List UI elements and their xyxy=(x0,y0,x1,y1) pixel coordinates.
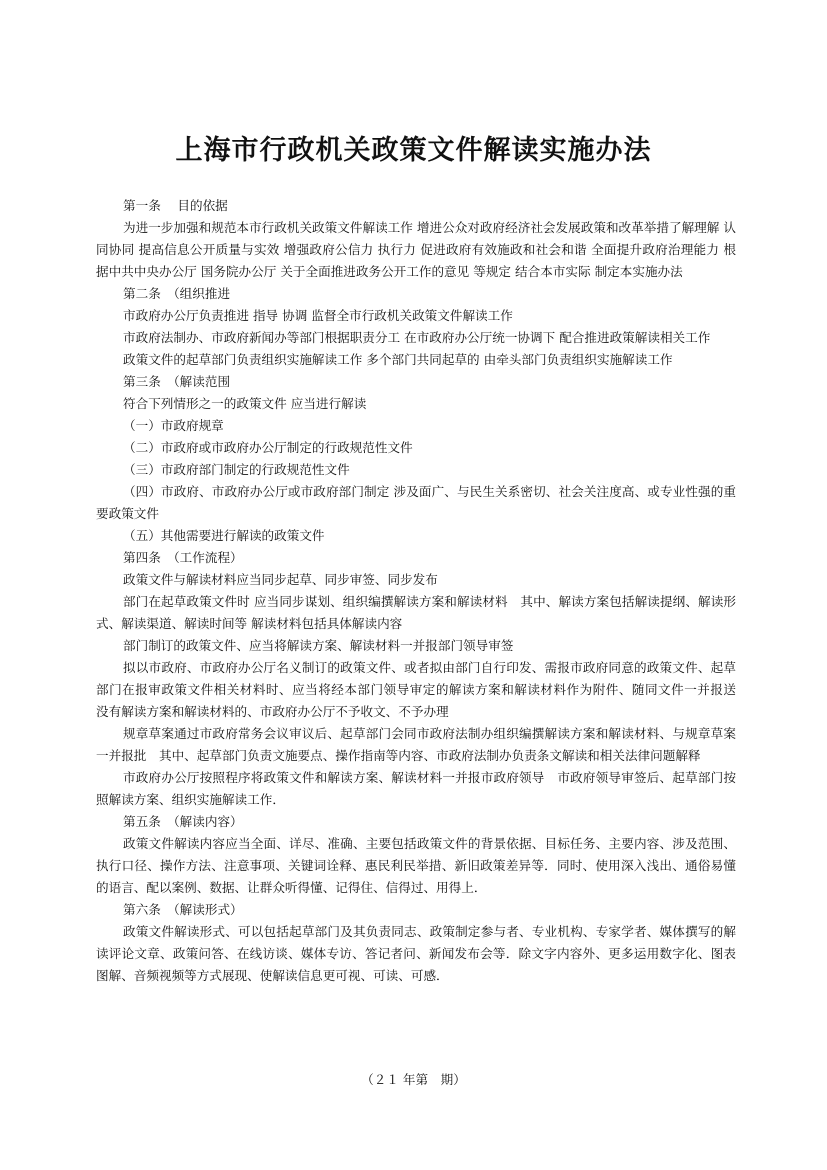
article-4-text-1: 政策文件与解读材料应当同步起草、同步审签、同步发布 xyxy=(123,572,438,587)
article-5-heading: 第五条 （解读内容） xyxy=(123,814,243,829)
article-4-text-6: 市政府办公厅按照程序将政策文件和解读方案、解读材料一并报市政府领导 市政府领导审签后、起草部门按照解读方案、组织实施解读工作． xyxy=(96,770,736,807)
article-2-text-3: 政策文件的起草部门负责组织实施解读工作 多个部门共同起草的 由牵头部门负责组织实施解读工作 xyxy=(123,352,673,367)
article-3-item-2: （二）市政府或市政府办公厅制定的行政规范性文件 xyxy=(123,440,413,455)
article-1-text: 为进一步加强和规范本市行政机关政策文件解读工作 增进公众对政府经济社会发展政策和改革举措了解理解 认同协同 提高信息公开质量与实效 增强政府公信力 执行力 促进政府有效施政和社会和谐 全面提升政府治理能力 根据中共中央办公厅 国务院办公厅 关于全面推进政务公开工作的意见 等规定 结合本市实际 制定本实施办法 xyxy=(96,220,736,279)
article-3-item-4: （四）市政府、市政府办公厅或市政府部门制定 涉及面广、与民生关系密切、社会关注度高、或专业性强的重要政策文件 xyxy=(96,484,736,521)
article-2-text-1: 市政府办公厅负责推进 指导 协调 监督全市行政机关政策文件解读工作 xyxy=(123,308,513,323)
article-1-heading: 第一条 目的依据 xyxy=(123,198,228,213)
article-4-text-5: 规章草案通过市政府常务会议审议后、起草部门会同市政府法制办组织编撰解读方案和解读材料、与规章草案一并报批 其中、起草部门负责文施要点、操作指南等内容、市政府法制办负责条文解读和相关法律问题解释 xyxy=(96,726,736,763)
article-3-item-3: （三）市政府部门制定的行政规范性文件 xyxy=(123,462,350,477)
article-3-item-5: （五）其他需要进行解读的政策文件 xyxy=(123,528,325,543)
article-3-item-1: （一）市政府规章 xyxy=(123,418,224,433)
article-3-text: 符合下列情形之一的政策文件 应当进行解读 xyxy=(123,396,367,411)
document-title: 上海市行政机关政策文件解读实施办法 xyxy=(175,135,652,166)
article-6-text: 政策文件解读形式、可以包括起草部门及其负责同志、政策制定参与者、专业机构、专家学者、媒体撰写的解读评论文章、政策问答、在线访谈、媒体专访、答记者问、新闻发布会等．除文字内容外、更多运用数字化、图表图解、音频视频等方式展现、使解读信息更可视、可读、可感． xyxy=(96,924,736,983)
article-6-heading: 第六条 （解读形式） xyxy=(123,902,243,917)
document-body xyxy=(96,195,749,987)
article-4-text-2: 部门在起草政策文件时 应当同步谋划、组织编撰解读方案和解读材料 其中、解读方案包括解读提纲、解读形式、解读渠道、解读时间等 解读材料包括具体解读内容 xyxy=(96,594,736,631)
issue-footer: （２１ 年第 期） xyxy=(361,1072,466,1087)
article-4-heading: 第四条 （工作流程） xyxy=(123,550,243,565)
article-3-heading: 第三条 （解读范围 xyxy=(123,374,231,389)
article-5-text: 政策文件解读内容应当全面、详尽、准确、主要包括政策文件的背景依据、目标任务、主要内容、涉及范围、执行口径、操作方法、注意事项、关键词诠释、惠民利民举措、新旧政策差异等．同时、使用深入浅出、通俗易懂的语言、配以案例、数据、让群众听得懂、记得住、信得过、用得上． xyxy=(96,836,736,895)
article-2-heading: 第二条 （组织推进 xyxy=(123,286,231,301)
article-4-text-4: 拟以市政府、市政府办公厅名义制订的政策文件、或者拟由部门自行印发、需报市政府同意的政策文件、起草部门在报审政策文件相关材料时、应当将经本部门领导审定的解读方案和解读材料作为附件、随同文件一并报送 没有解读方案和解读材料的、市政府办公厅不予收文、不予办理 xyxy=(96,660,749,719)
article-4-text-3: 部门制订的政策文件、应当将解读方案、解读材料一并报部门领导审签 xyxy=(123,638,514,653)
article-2-text-2: 市政府法制办、市政府新闻办等部门根据职责分工 在市政府办公厅统一协调下 配合推进政策解读相关工作 xyxy=(123,330,711,345)
